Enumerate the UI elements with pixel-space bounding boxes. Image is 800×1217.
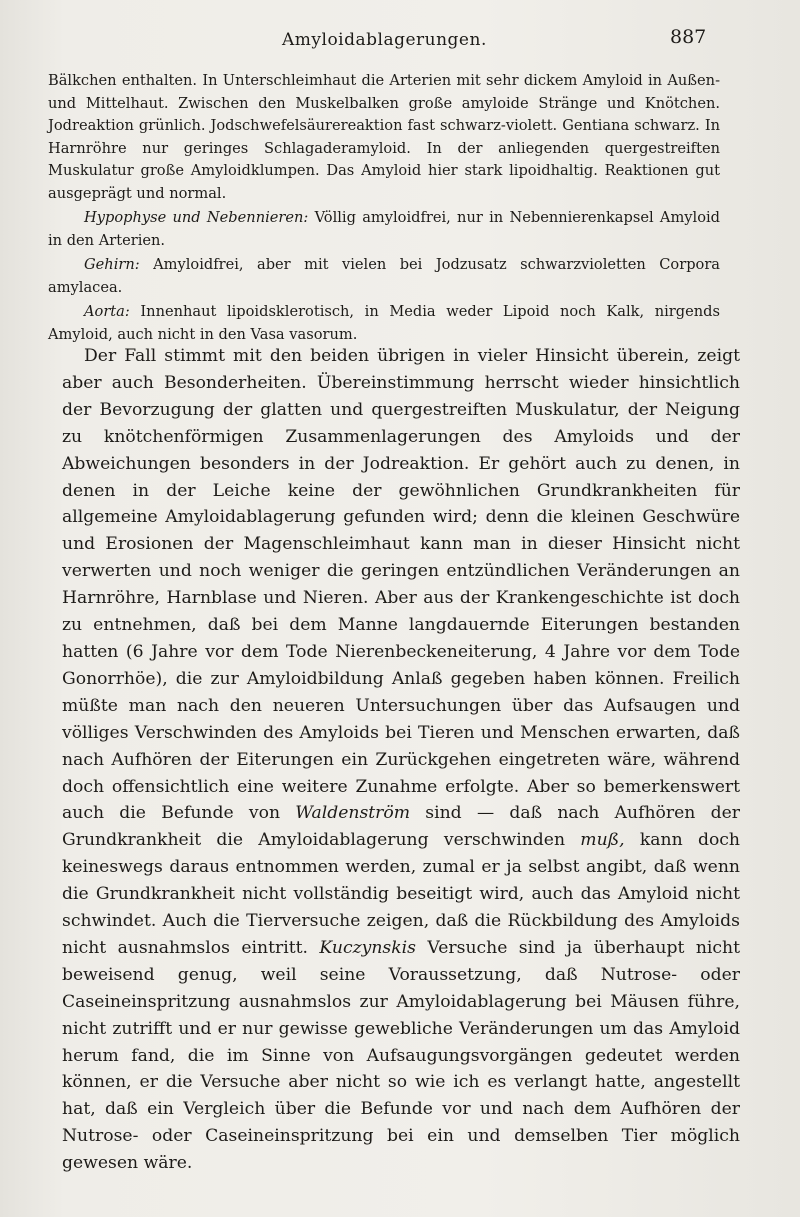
discussion-segment-2: sind — daß nach Aufhören der Grundkrankheit die Amyloidablagerung verschwinden bbox=[62, 803, 740, 851]
protocol-notes bbox=[48, 70, 720, 348]
organ-label-aorta: Aorta: bbox=[84, 303, 130, 320]
organ-label-brain: Gehirn: bbox=[84, 256, 140, 273]
discussion-segment-1: Der Fall stimmt mit den beiden übrigen in vieler Hinsicht überein, zeigt aber auch Besonderheiten. Übereinstimmung herrscht wieder hinsichtlich der Bevorzugung der glatten und quergestreiften Muskulatur, der Neigung zu knötchenförmigen Zusammenlagerungen des Amyloids und der Abweichungen besonders in der Jodreaktion. Er gehört auch zu denen, in denen in der Leiche keine der gewöhnlichen Grundkrankheiten für allgemeine Amyloidablagerung gefunden wird; denn die kleinen Geschwüre und Erosionen der Magenschleimhaut kann man in dieser Hinsicht nicht verwerten und noch weniger die geringen entzündlichen Veränderungen an Harnröhre, Harnblase und Nieren. Aber aus der Krankengeschichte ist doch zu entnehmen, daß bei dem Manne langdauernde Eiterungen bestanden hatten (6 Jahre vor dem Tode Nierenbeckeneiterung, 4 Jahre vor dem Tode Gonorrhöe), die zur Amyloidbildung Anlaß gegeben haben können. Freilich müßte man nach den neueren Untersuchungen über das Aufsaugen und völliges Verschwinden des Amyloids bei Tieren und Menschen erwarten, daß nach Aufhören der Eiterungen ein Zurückgehen eingetreten wäre, während doch offensichtlich eine weitere Zunahme erfolgte. Aber so bemerkenswert auch die Befunde von bbox=[62, 346, 740, 824]
discussion-text bbox=[62, 343, 740, 1177]
organ-text-brain: Amyloidfrei, aber mit vielen bei Jodzusatz schwarzvioletten Corpora amylacea. bbox=[48, 256, 720, 296]
author-name-waldenstroem: Waldenström bbox=[295, 803, 411, 824]
page-header bbox=[0, 26, 800, 52]
running-head: Amyloidablagerungen. bbox=[282, 30, 487, 50]
discussion-paragraph bbox=[62, 343, 740, 1177]
organ-text-aorta: Innenhaut lipoidsklerotisch, in Media weder Lipoid noch Kalk, nirgends Amyloid, auch nicht in den Vasa vasorum. bbox=[48, 303, 720, 343]
emphasis-muss: muß, bbox=[580, 830, 625, 851]
page-number: 887 bbox=[670, 26, 707, 48]
discussion-segment-4: Versuche sind ja überhaupt nicht beweisend genug, weil seine Voraussetzung, daß Nutrose- oder Caseineinspritzung ausnahmslos zur Amyloidablagerung bei Mäusen führe, nicht zutrifft und er nur gewisse gewebliche Veränderungen um das Amyloid herum fand, die im Sinne von Aufsaugungsvorgängen gedeutet werden können, er die Versuche aber nicht so wie ich es verlangt hatte, angestellt hat, daß ein Vergleich über die Befunde vor und nach dem Aufhören der Nutrose- oder Caseineinspritzung bei ein und demselben Tier möglich gewesen wäre. bbox=[62, 937, 740, 1174]
protocol-paragraph-brain bbox=[48, 254, 720, 299]
protocol-paragraph-bladder: Bälkchen enthalten. In Unterschleimhaut die Arterien mit sehr dickem Amyloid in Außen- und Mittelhaut. Zwischen den Muskelbalken große amyloide Stränge und Knötchen. Jodreaktion grünlich. Jodschwefelsäurereaktion fast schwarz-violett. Gentiana schwarz. In Harnröhre nur geringes Schlagaderamyloid. In der anliegenden quergestreiften Muskulatur große Amyloidklumpen. Das Amyloid hier stark lipoidhaltig. Reaktionen gut ausgeprägt und normal. bbox=[48, 72, 720, 202]
protocol-paragraph-hypophysis bbox=[48, 207, 720, 252]
organ-text-hypophysis: Völlig amyloidfrei, nur in Nebennierenkapsel Amyloid in den Arterien. bbox=[48, 209, 720, 249]
discussion-segment-3: kann doch keineswegs daraus entnommen werden, zumal er ja selbst angibt, daß wenn die Grundkrankheit nicht vollständig beseitigt wird, auch das Amyloid nicht schwindet. Auch die Tierversuche zeigen, daß die Rückbildung des Amyloids nicht ausnahmslos eintritt. bbox=[62, 830, 741, 958]
author-name-kuczynski: Kuczynskis bbox=[319, 937, 416, 958]
organ-label-hypophysis: Hypophyse und Nebennieren: bbox=[84, 209, 309, 226]
protocol-paragraph-aorta bbox=[48, 301, 720, 346]
